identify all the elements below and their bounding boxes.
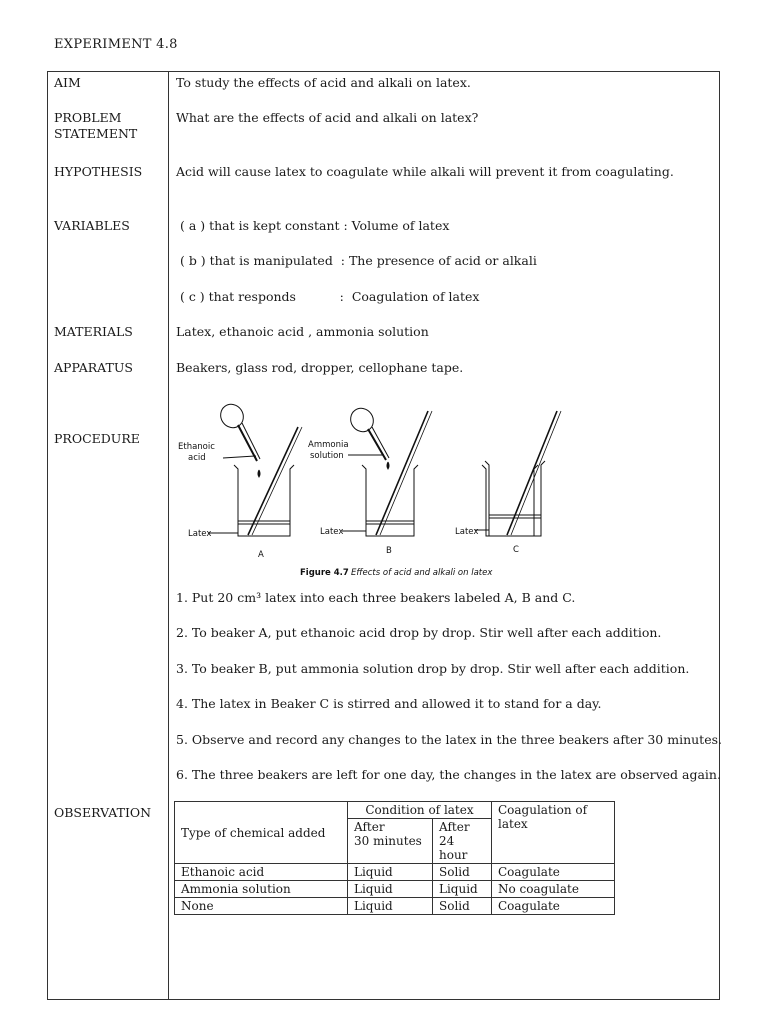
beaker-c-label: C	[513, 545, 519, 555]
header-after-30-line2: 30 minutes	[354, 834, 422, 848]
variable-responding: ( c ) that responds : Coagulation of latex	[176, 289, 480, 304]
procedure-label: PROCEDURE	[54, 431, 140, 446]
cell-after-24: Solid	[433, 898, 492, 915]
cell-chemical: Ammonia solution	[175, 881, 348, 898]
procedure-step-3: 3. To beaker B, put ammonia solution drop by drop. Stir well after each addition.	[176, 661, 690, 676]
variable-constant: ( a ) that is kept constant : Volume of latex	[176, 218, 450, 233]
cell-coagulation: Coagulate	[492, 864, 615, 881]
acid-label: acid	[188, 453, 206, 463]
header-coagulation: Coagulation of latex	[492, 802, 615, 864]
variables-label: VARIABLES	[54, 218, 130, 233]
beaker-a-label: A	[258, 550, 264, 560]
figure-caption-text: Effects of acid and alkali on latex	[351, 568, 493, 578]
header-after-24	[433, 819, 492, 864]
cell-after-24: Solid	[433, 864, 492, 881]
procedure-step-1: 1. Put 20 cm³ latex into each three beakers labeled A, B and C.	[176, 590, 576, 605]
hypothesis-label: HYPOTHESIS	[54, 164, 143, 179]
cell-coagulation: No coagulate	[492, 881, 615, 898]
cell-coagulation: Coagulate	[492, 898, 615, 915]
cell-after-30: Liquid	[348, 864, 433, 881]
cell-after-30: Liquid	[348, 881, 433, 898]
table-row	[175, 898, 615, 915]
header-after-24-line1: After	[439, 820, 470, 834]
apparatus-text: Beakers, glass rod, dropper, cellophane tape.	[176, 360, 464, 375]
beaker-b	[342, 404, 432, 536]
procedure-step-6: 6. The three beakers are left for one day, the changes in the latex are observed again.	[176, 767, 721, 782]
latex-label-a: Latex	[188, 529, 212, 539]
cell-chemical: Ethanoic acid	[175, 864, 348, 881]
header-after-30	[348, 819, 433, 864]
beaker-b-label: B	[386, 546, 392, 556]
beaker-a	[208, 400, 302, 536]
procedure-step-4: 4. The latex in Beaker C is stirred and allowed it to stand for a day.	[176, 696, 602, 711]
aim-text: To study the effects of acid and alkali on latex.	[176, 75, 471, 90]
header-condition: Condition of latex	[348, 802, 492, 819]
table-row	[175, 881, 615, 898]
column-divider	[168, 71, 169, 1000]
materials-text: Latex, ethanoic acid , ammonia solution	[176, 324, 429, 339]
cell-after-30: Liquid	[348, 898, 433, 915]
variable-manipulated: ( b ) that is manipulated : The presence of acid or alkali	[176, 253, 537, 268]
apparatus-label: APPARATUS	[54, 360, 133, 375]
cell-chemical: None	[175, 898, 348, 915]
solution-label: solution	[310, 451, 344, 461]
observation-table	[174, 801, 615, 915]
hypothesis-text: Acid will cause latex to coagulate while alkali will prevent it from coagulating.	[176, 164, 674, 179]
header-after-24-line2: 24 hour	[439, 834, 468, 862]
ethanoic-label: Ethanoic	[178, 442, 215, 452]
materials-label: MATERIALS	[54, 324, 133, 339]
latex-label-c: Latex	[455, 527, 479, 537]
beaker-c-figure	[455, 403, 565, 563]
latex-beakers-figure	[176, 403, 493, 583]
problem-label: PROBLEM STATEMENT	[54, 110, 138, 141]
ammonia-label: Ammonia	[308, 440, 349, 450]
header-type: Type of chemical added	[175, 802, 348, 864]
aim-label: AIM	[54, 75, 81, 90]
observation-label: OBSERVATION	[54, 805, 152, 820]
table-row	[175, 864, 615, 881]
procedure-step-2: 2. To beaker A, put ethanoic acid drop by drop. Stir well after each addition.	[176, 625, 662, 640]
page-title: EXPERIMENT 4.8	[54, 37, 178, 52]
procedure-step-5: 5. Observe and record any changes to the latex in the three beakers after 30 minutes.	[176, 732, 722, 747]
figure-caption-number: Figure 4.7	[300, 568, 349, 578]
cell-after-24: Liquid	[433, 881, 492, 898]
latex-label-b: Latex	[320, 527, 344, 537]
header-after-30-line1: After	[354, 820, 385, 834]
problem-text: What are the effects of acid and alkali on latex?	[176, 110, 479, 125]
